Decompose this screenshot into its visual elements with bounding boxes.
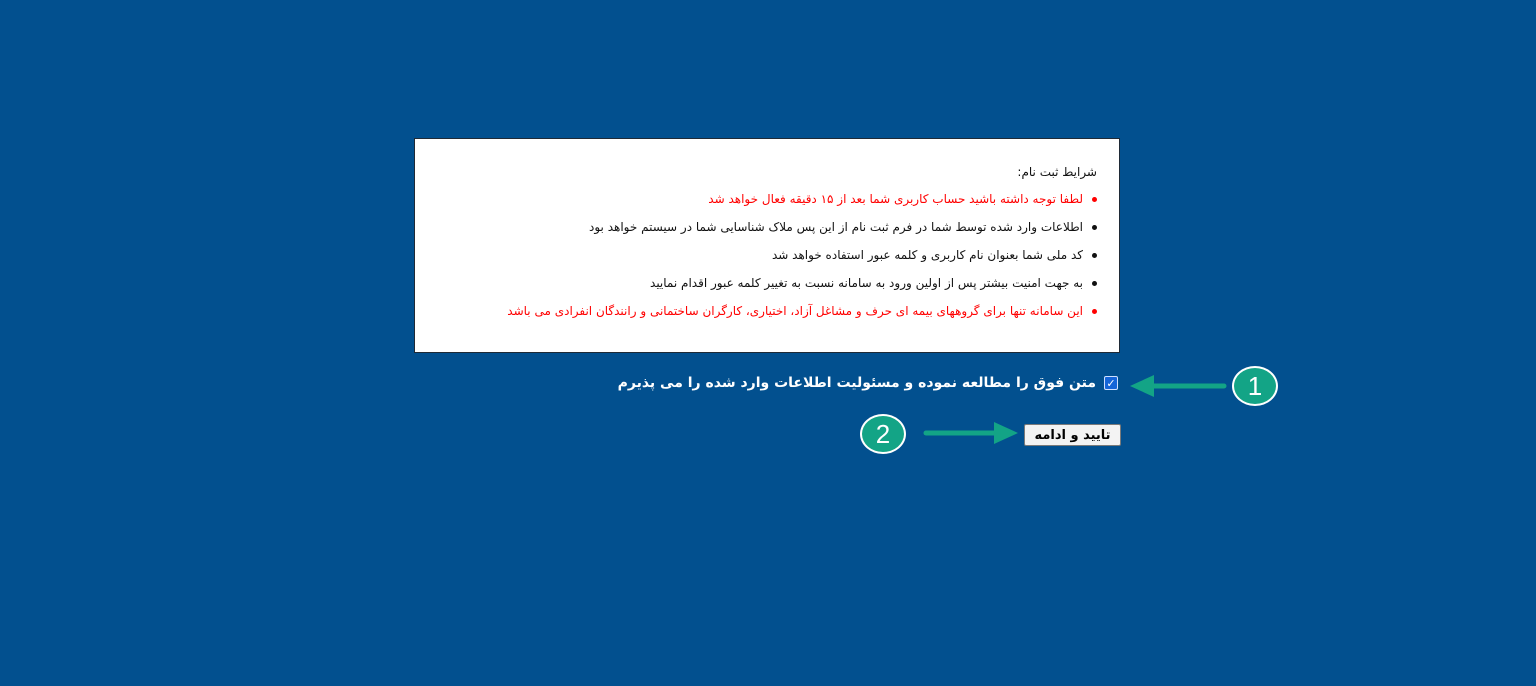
- agreement-checkbox[interactable]: [1104, 376, 1118, 390]
- annotation-badge: 1: [1232, 366, 1278, 406]
- checkmark-icon: ✓: [1106, 376, 1116, 390]
- terms-item-text: این سامانه تنها برای گروههای بیمه ای حرف و مشاغل آزاد، اختیاری، کارگران ساختمانی و رانندگان انفرادی می باشد: [507, 304, 1083, 318]
- terms-item: [435, 247, 1097, 263]
- terms-item-text: اطلاعات وارد شده توسط شما در فرم ثبت نام از این پس ملاک شناسایی شما در سیستم خواهد بود: [589, 220, 1083, 234]
- bullet-icon: [1092, 225, 1097, 230]
- terms-item: [435, 219, 1097, 235]
- terms-item: [435, 275, 1097, 291]
- annotation-badge: 2: [860, 414, 906, 454]
- agreement-row: [618, 375, 1118, 391]
- annotation-arrow-left-icon: [1128, 372, 1228, 400]
- agreement-label[interactable]: متن فوق را مطالعه نموده و مسئولیت اطلاعات وارد شده را می پذیرم: [617, 375, 1096, 391]
- terms-item-text: کد ملی شما بعنوان نام کاربری و کلمه عبور استفاده خواهد شد: [772, 248, 1083, 262]
- terms-box: [414, 138, 1120, 353]
- terms-list: [435, 191, 1097, 319]
- terms-item: [435, 191, 1097, 207]
- terms-title: شرایط ثبت نام:: [1017, 165, 1097, 179]
- bullet-icon: [1092, 281, 1097, 286]
- terms-item-text: به جهت امنیت بیشتر پس از اولین ورود به سامانه نسبت به تغییر کلمه عبور اقدام نمایید: [650, 276, 1083, 290]
- terms-item: [435, 303, 1097, 319]
- bullet-icon: [1092, 309, 1097, 314]
- annotation-arrow-right-icon: [922, 419, 1022, 447]
- continue-button[interactable]: تایید و ادامه: [1024, 424, 1121, 446]
- bullet-icon: [1092, 253, 1097, 258]
- terms-item-text: لطفا توجه داشته باشید حساب کاربری شما بعد از ۱۵ دقیقه فعال خواهد شد: [708, 192, 1083, 206]
- bullet-icon: [1092, 197, 1097, 202]
